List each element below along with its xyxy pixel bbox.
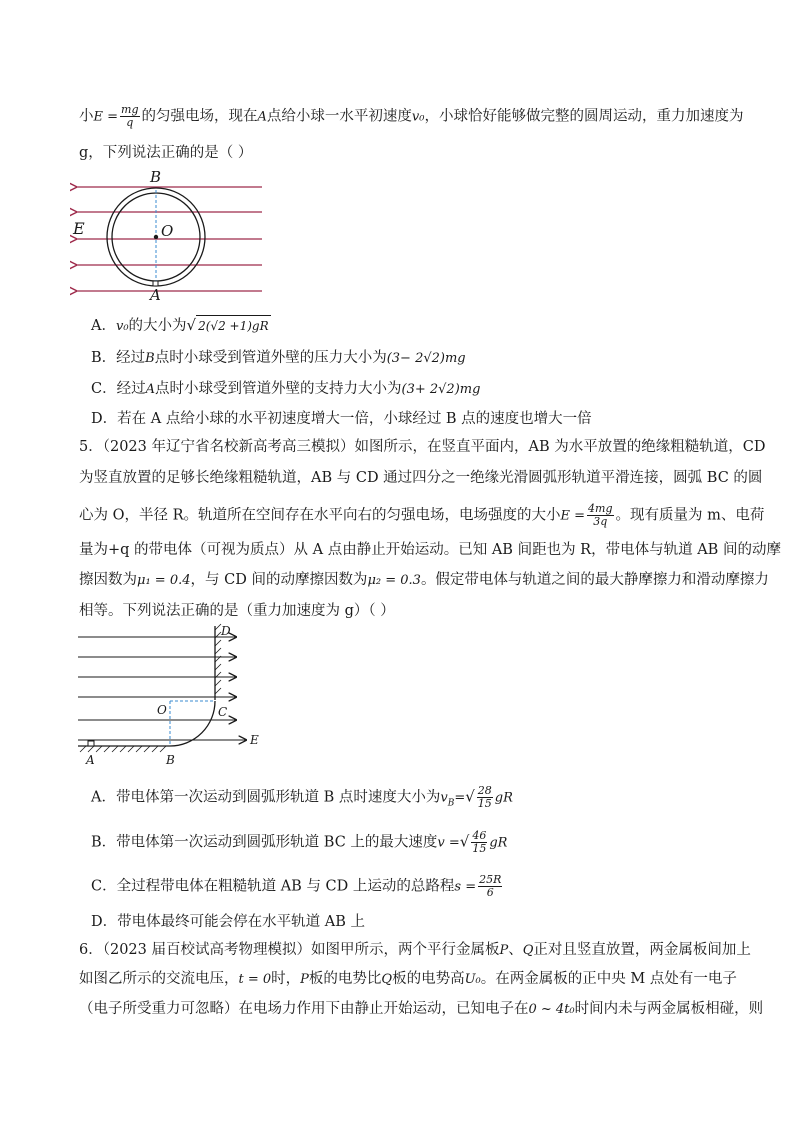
q4-text: 小 <box>79 108 94 125</box>
q5-option-c-fraction: $\frac{25R}{6}$ <box>479 873 502 899</box>
q5-option-a-fraction: $\frac{28}{15}$ <box>477 784 492 810</box>
q4-label-A: A <box>150 286 161 304</box>
q4-option-c-expression: (3+ 2√2)mg <box>401 382 481 397</box>
q4-stem-line-2: g，下列说法正确的是（ ） <box>79 145 253 161</box>
q4-label-E: E <box>73 219 85 238</box>
q5-label-D: D <box>221 624 231 638</box>
q4-option-c[interactable]: C．经过A点时小球受到管道外壁的支持力大小为(3+ 2√2)mg <box>91 381 481 397</box>
q5-label-E: E <box>250 733 259 747</box>
q4-option-b-expression: (3− 2√2)mg <box>386 351 466 366</box>
q6-stem-line-1: 6．（2023 届百校试高考物理模拟）如图甲所示，两个平行金属板P、Q正对且竖直放置，两金属板间加上 <box>79 942 751 958</box>
q5-label-A: A <box>86 753 95 767</box>
q5-option-d[interactable]: D．带电体最终可能会停在水平轨道 AB 上 <box>91 914 365 930</box>
q5-ground-hatching <box>80 746 166 752</box>
q5-stem-line-3: 心为 O，半径 R。轨道所在空间存在水平向右的匀强电场，电场强度的大小E = $\frac{4mg}{3q}$ 。现有质量为 m、电荷 <box>79 502 765 528</box>
q4-center-point <box>154 235 158 239</box>
q5-arc-BC <box>170 701 215 746</box>
q5-option-b[interactable]: B．带电体第一次运动到圆弧形轨道 BC 上的最大速度v =√ $\frac{46}{15}$ gR <box>91 829 508 855</box>
q5-stem-line-5: 擦因数为μ₁ = 0.4，与 CD 间的动摩擦因数为μ₂ = 0.3。假定带电体与轨道之间的最大静摩擦力和滑动摩擦力 <box>79 572 769 588</box>
q4-option-a-expression: 2(√2 +1)gR <box>196 315 271 336</box>
q5-label-B: B <box>166 753 175 767</box>
q6-stem-line-3: （电子所受重力可忽略）在电场力作用下由静止开始运动，已知电子在0 ~ 4t₀时间内未与两金属板相碰，则 <box>79 1001 764 1017</box>
q4-option-b[interactable]: B．经过B点时小球受到管道外壁的压力大小为(3− 2√2)mg <box>91 350 466 366</box>
q5-option-b-fraction: $\frac{46}{15}$ <box>472 829 487 855</box>
q4-option-d[interactable]: D．若在 A 点给小球的水平初速度增大一倍，小球经过 B 点的速度也增大一倍 <box>91 411 592 427</box>
q6-stem-line-2: 如图乙所示的交流电压，t = 0时，P板的电势比Q板的电势高U₀。在两金属板的正中央 M 点处有一电子 <box>79 971 737 987</box>
q5-option-c[interactable]: C．全过程带电体在粗糙轨道 AB 与 CD 上运动的总路程s = $\frac{25R}{6}$ <box>91 873 502 899</box>
q5-label-C: C <box>218 705 228 719</box>
q4-label-B: B <box>150 168 162 186</box>
q5-option-a[interactable]: A．带电体第一次运动到圆弧形轨道 B 点时速度大小为$v_B=√$ $\frac{28}{15}$ gR <box>91 784 513 810</box>
q5-field-fraction: $\frac{4mg}{3q}$ <box>588 502 613 528</box>
q5-stem-line-6: 相等。下列说法正确的是（重力加速度为 g）（ ） <box>79 603 395 619</box>
q5-stem-line-2: 为竖直放置的足够长绝缘粗糙轨道，AB 与 CD 通过四分之一绝缘光滑圆弧形轨道平滑连接，圆弧 BC 的圆 <box>79 470 763 486</box>
q4-option-a[interactable]: A．v₀的大小为√ 2(√2 +1)gR <box>91 316 269 334</box>
q5-stem-line-1: 5．（2023 年辽宁省名校新高考高三模拟）如图所示，在竖直平面内，AB 为水平放置的绝缘粗糙轨道，CD <box>79 439 766 455</box>
q5-label-O: O <box>157 703 167 717</box>
q4-stem-line-1: 小E = $\frac{mg}{q}$ 的匀强电场，现在A点给小球一水平初速度v₀，小球恰好能够做完整的圆周运动，重力加速度为 <box>79 103 744 129</box>
q5-charged-body <box>88 741 94 746</box>
q5-track-figure <box>70 622 270 772</box>
q4-field-fraction: $\frac{mg}{q}$ <box>121 103 139 129</box>
q4-circle-figure <box>70 166 270 306</box>
q4-field-symbol: E = <box>93 109 119 125</box>
q4-label-O: O <box>161 222 174 240</box>
q5-stem-line-4: 量为+q 的带电体（可视为质点）从 A 点由静止开始运动。已知 AB 间距也为 R，带电体与轨道 AB 间的动摩 <box>79 542 781 558</box>
